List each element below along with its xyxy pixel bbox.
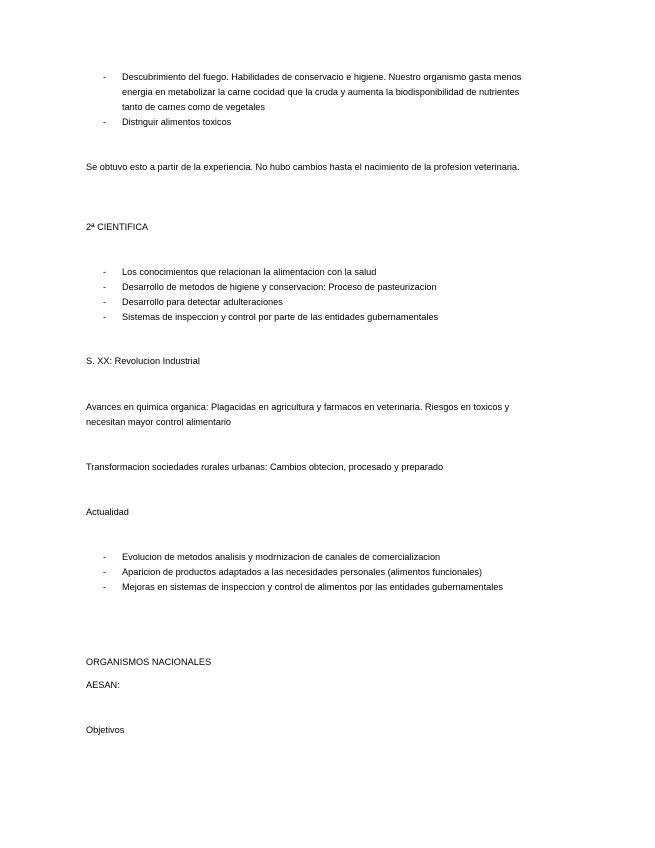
bullet-dash: - (103, 582, 107, 592)
list-item (86, 565, 526, 580)
list-origins (86, 70, 526, 130)
list-item-text: Aparicion de productos adaptados a las necesidades personales (alimentos funcionales) (122, 567, 483, 577)
list-item (86, 115, 526, 130)
list-item (86, 70, 526, 115)
bullet-dash: - (103, 567, 107, 577)
bullet-dash: - (103, 117, 107, 127)
bullet-dash: - (103, 72, 107, 82)
list-item-text: Desarrollo para detectar adulteraciones (122, 297, 283, 307)
heading-aesan: AESAN: (86, 680, 120, 690)
list-item-text: Evolucion de metodos analisis y modrnizacion de canales de comercializacion (122, 552, 441, 562)
list-item-text: Descubrimiento del fuego. Habilidades de conservacio e higiene. Nuestro organismo gasta menos energia en metabolizar la carne cocidad que la cruda y aumenta la biodisponibilidad de nutrientes tanto de carnes como de vegetales (122, 72, 522, 112)
list-item (86, 265, 526, 280)
list-item (86, 310, 526, 325)
list-item (86, 280, 526, 295)
bullet-dash: - (103, 297, 107, 307)
list-item (86, 295, 526, 310)
bullet-dash: - (103, 282, 107, 292)
heading-objetivos: Objetivos (86, 725, 125, 735)
paragraph-transformacion: Transformacion sociedades rurales urbanas: Cambios obtecion, procesado y preparado (86, 462, 444, 472)
list-cientifica (86, 265, 526, 325)
paragraph-experiencia: Se obtuvo esto a partir de la experiencia. No hubo cambios hasta el nacimiento de la profesion veterinaria. (86, 162, 520, 172)
list-item (86, 550, 526, 565)
heading-actualidad: Actualidad (86, 507, 129, 517)
paragraph-quimica-organica: Avances en quimica organica: Plagacidas en agricultura y farmacos en veterinaria. Riesgos en toxicos y necesitan mayor control alimentario (86, 402, 510, 427)
heading-organismos-nacionales: ORGANISMOS NACIONALES (86, 657, 212, 667)
list-item-text: Desarrollo de metodos de higiene y conservacion: Proceso de pasteurizacion (122, 282, 437, 292)
bullet-dash: - (103, 552, 107, 562)
list-item-text: Mejoras en sistemas de inspeccion y control de alimentos por las entidades gubernamentales (122, 582, 503, 592)
list-item-text: Distnguir alimentos toxicos (122, 117, 232, 127)
bullet-dash: - (103, 267, 107, 277)
list-item-text: Sistemas de inspeccion y control por parte de las entidades gubernamentales (122, 312, 439, 322)
bullet-dash: - (103, 312, 107, 322)
heading-revolucion-industrial: S. XX: Revolucion Industrial (86, 356, 200, 366)
list-item-text: Los conocimientos que relacionan la alimentacion con la salud (122, 267, 377, 277)
list-actualidad (86, 550, 526, 595)
heading-cientifica: 2ª CIENTIFICA (86, 222, 149, 232)
list-item (86, 580, 526, 595)
